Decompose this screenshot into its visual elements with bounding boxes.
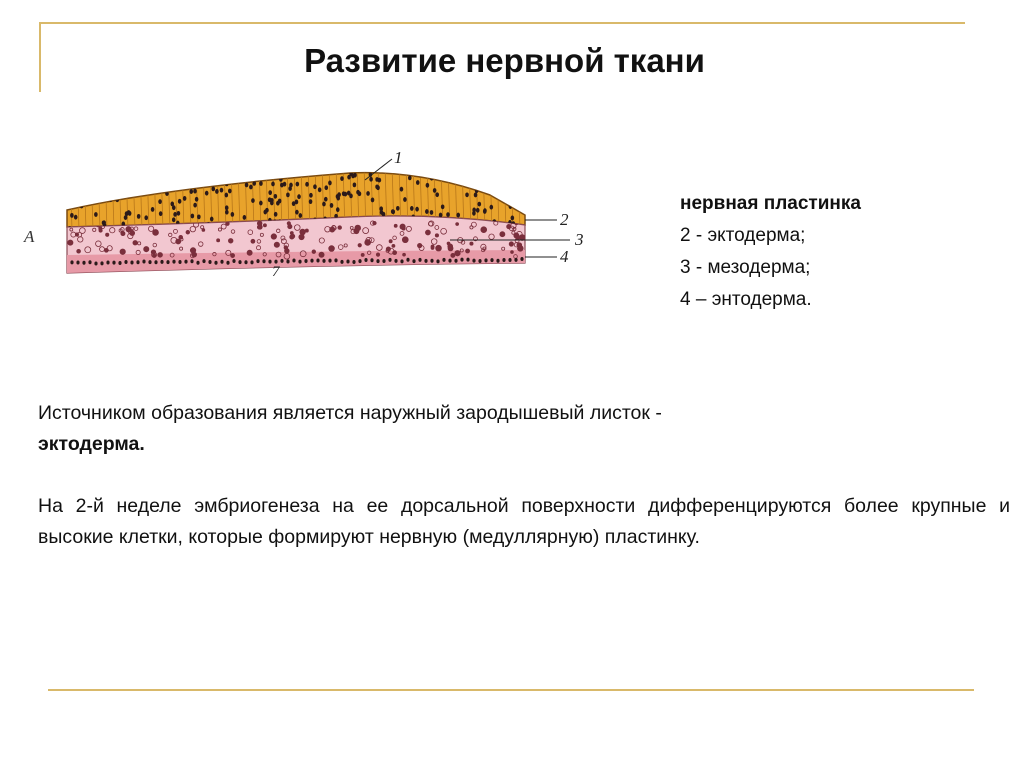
callout-2: 2: [560, 210, 569, 229]
slide-title: Развитие нервной ткани: [304, 42, 705, 79]
legend-item: 4 – энтодерма.: [680, 289, 812, 310]
paragraph-development: На 2-й неделе эмбриогенеза на ее дорсальной поверхности дифференцируются более крупные и высокие клетки, которые формируют нервную (медуллярную) пластинку.: [38, 495, 1010, 548]
label-a: А: [24, 227, 35, 246]
legend-item: 3 - мезодерма;: [680, 257, 811, 278]
callout-7: 7: [272, 264, 280, 280]
legend: [680, 188, 861, 316]
body-text: [38, 398, 1010, 553]
callout-3: 3: [575, 230, 584, 249]
bottom-rule: [48, 689, 974, 691]
legend-heading: нервная пластинка: [680, 193, 861, 214]
callout-4: 4: [560, 247, 569, 266]
legend-item: 2 - эктодерма;: [680, 225, 806, 246]
paragraph-source-text: Источником образования является наружный зародышевый листок -: [38, 402, 662, 424]
callout-1: 1: [394, 148, 403, 167]
neural-plate-diagram: [20, 145, 610, 280]
paragraph-source: [38, 398, 1010, 460]
top-rule: [39, 22, 965, 24]
paragraph-source-bold: эктодерма.: [38, 433, 145, 455]
